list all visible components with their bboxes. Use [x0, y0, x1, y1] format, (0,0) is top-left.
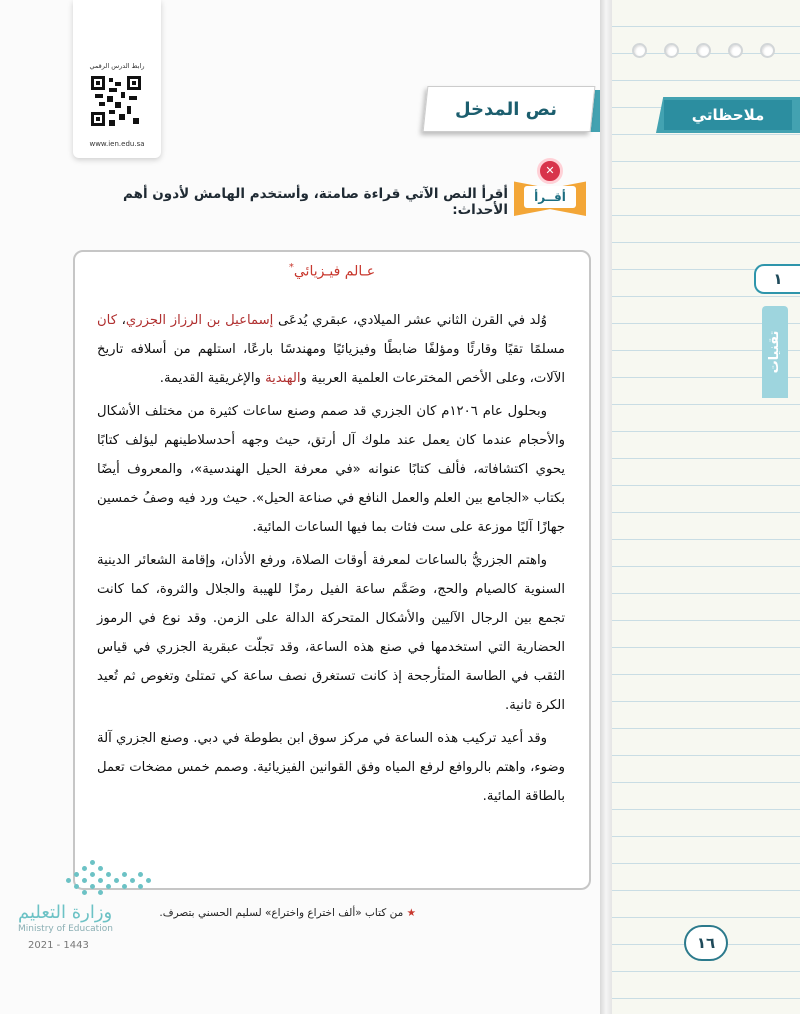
qr-code-icon[interactable]	[91, 76, 141, 134]
paragraph-3: واهتم الجزريُّ بالساعات لمعرفة أوقات الصلاة، ورفع الأذان، وإقامة الشعائر الدينية السنوية كالصيام والحج، وصَمَّم ساعة الفيل رمزًا للهيبة والجلال والثروة، كما كانت تجمع بين الرجال الآليين والأشكال المتحركة الدالة على الزمن. وقد نوع في الرموز الحضارية التي استخدمها في صنع هذه الساعة، وقد تجلّت عبقرية الجزري في قياس الثقب في الطاسة المتأرجحة إذ كانت تستغرق نصف ساعة كي تمتلئ وتغوص ثم تُعيد الكرة ثانية.	[97, 553, 565, 713]
paragraph-1: وُلد في القرن الثاني عشر الميلادي، عبقري يُدعَى إسماعيل بن الرزاز الجزري، كان مسلمًا تقيًا وقارئًا ومؤلفًا ضابطًا وفيزيائيًا ومهندسًا بارعًا، استلهم من أسلافه تاريخ الآلات، وعلى الأخص المخترعات العلمية العربية والهندية والإغريقية القديمة.	[97, 313, 565, 386]
qr-url[interactable]: www.ien.edu.sa	[89, 140, 145, 148]
read-badge	[512, 158, 588, 218]
mute-speaker-icon: ✕	[537, 158, 563, 184]
article-title	[75, 262, 589, 280]
edition-year: 2021 - 1443	[28, 940, 89, 951]
qr-card[interactable]	[73, 0, 161, 158]
page-number: ١٦	[684, 925, 728, 961]
footnote-star-icon: ★	[406, 907, 416, 919]
binder-ring-icon	[728, 43, 743, 58]
unit-name-tab[interactable]	[762, 306, 788, 398]
book-spine	[600, 0, 612, 1014]
ministry-name-arabic: وزارة التعليم	[18, 902, 113, 923]
read-badge-label: أقــرأ	[524, 186, 576, 208]
notes-page	[612, 0, 800, 1014]
binder-ring-icon	[664, 43, 679, 58]
paragraph-4: وقد أعيد تركيب هذه الساعة في مركز سوق ابن بطوطة في دبي. وصنع الجزري آلة وضوء، واهتم بالروافع لرفع المياه وفق القوانين الفيزيائية. وصمم خمس مضخات تعمل بالطاقة المائية.	[97, 731, 565, 804]
binder-ring-icon	[696, 43, 711, 58]
highlight-kan: كان	[97, 313, 117, 328]
notes-title: ملاحظاتي	[664, 100, 792, 130]
binder-ring-icon	[632, 43, 647, 58]
binder-ring-icon	[760, 43, 775, 58]
ministry-dots-icon	[66, 858, 154, 900]
highlight-hindi: الهندية	[265, 371, 301, 386]
unit-number-tab[interactable]: ١	[754, 264, 800, 294]
article-body	[97, 306, 565, 815]
reading-instruction: أقرأ النص الآتي قراءة صامتة، وأستخدم الهامش لأدون أهم الأحداث:	[123, 186, 508, 218]
article-title-text: عـالم فيـزيائي	[293, 263, 376, 280]
paragraph-2: وبحلول عام ١٢٠٦م كان الجزري قد صمم وصنع ساعات كثيرة من مختلف الأشكال والأحجام عندما كان يعمل عند ملوك آل أرتق، حيث وجهه أحدسلاطينهم ليؤلف كتابًا يحوي اكتشافاته، فألف كتابًا عنوانه «في معرفة الحيل الهندسية»، والمعروف أيضًا بكتاب «الجامع بين العلم والعمل النافع في صناعة الحيل». حيث ورد فيه وصفُ خمسين جهازًا آليًا موزعة على ست فئات بما فيها الساعات المائية.	[97, 404, 565, 535]
footnote-marker: *	[288, 262, 294, 273]
section-title: نص المدخل	[454, 99, 557, 120]
footnote	[159, 907, 416, 919]
qr-label: رابط الدرس الرقمي	[89, 62, 145, 70]
ministry-name-english: Ministry of Education	[18, 924, 113, 934]
highlight-name: إسماعيل بن الرزاز الجزري	[125, 313, 274, 328]
reading-text-card	[73, 250, 591, 890]
unit-name-label: تقنيات	[767, 330, 782, 374]
footnote-text: من كتاب «ألف اختراع واختراع» لسليم الحسني بتصرف.	[159, 907, 404, 919]
ministry-logo	[18, 858, 168, 978]
